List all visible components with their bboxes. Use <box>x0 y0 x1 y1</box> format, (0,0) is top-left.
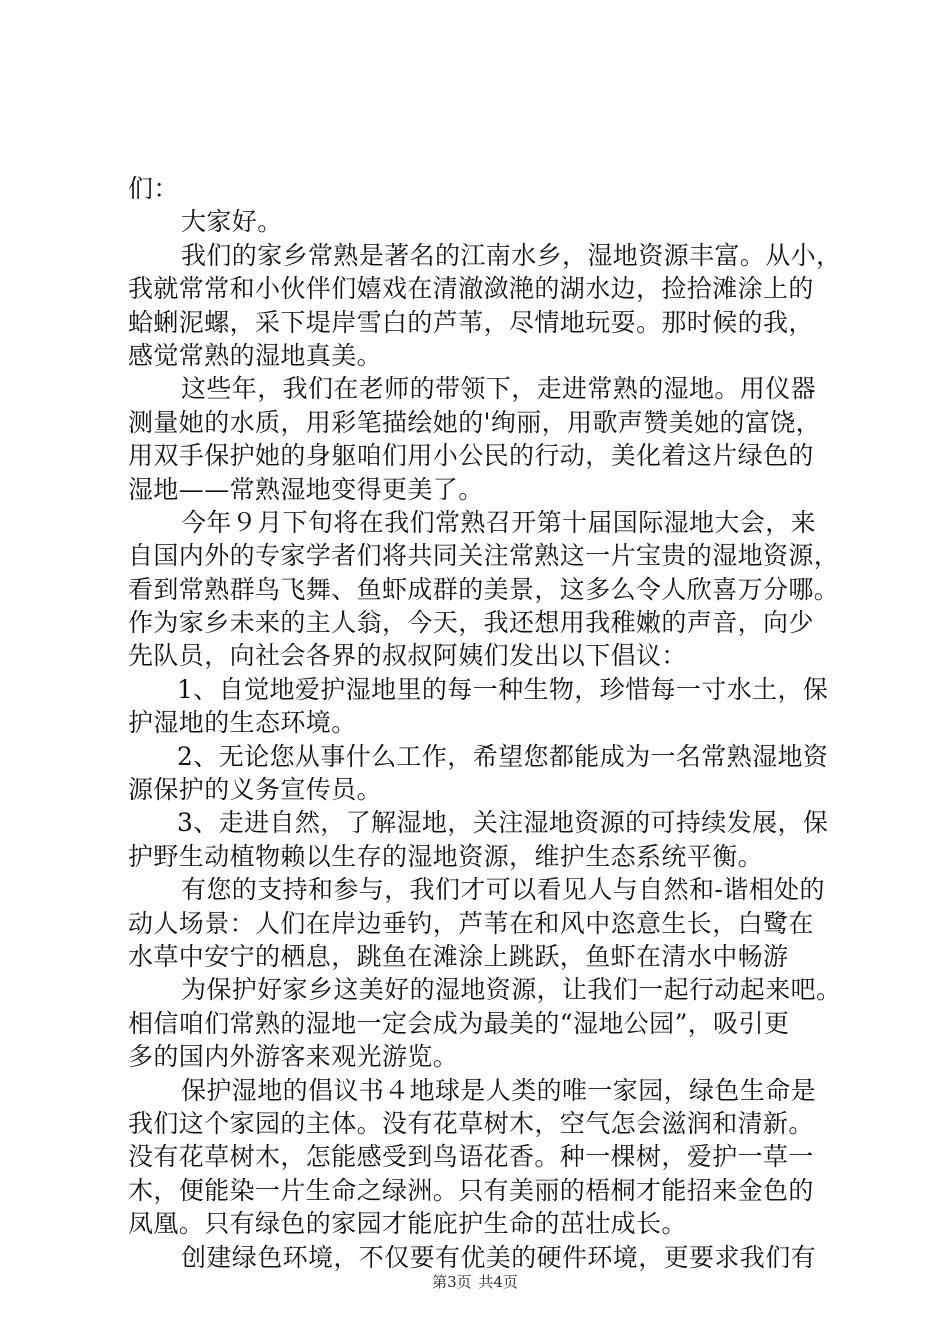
text-line: 2、无论您从事什么工作，希望您都能成为一名常熟湿地资 <box>177 741 829 771</box>
text-line: 我们这个家园的主体。没有花草树木，空气怎会滋润和清新。 <box>128 1108 814 1138</box>
text-line: 用双手保护她的身躯咱们用小公民的行动，美化着这片绿色的 <box>128 441 814 471</box>
text-line: 源保护的义务宣传员。 <box>128 775 383 805</box>
text-line: 我们的家乡常熟是著名的江南水乡，湿地资源丰富。从小， <box>181 240 842 270</box>
text-line: 们： <box>128 174 179 203</box>
text-line: 今年９月下旬将在我们常熟召开第十届国际湿地大会，来 <box>181 507 817 537</box>
document-body <box>128 172 842 1274</box>
text-line: 多的国内外游客来观光游览。 <box>128 1042 459 1072</box>
text-line: 护野生动植物赖以生存的湿地资源，维护生态系统平衡。 <box>128 841 764 871</box>
text-line: 蛤蜊泥螺，采下堤岸雪白的芦苇，尽情地玩耍。那时候的我， <box>128 307 814 337</box>
page-total: 共4页 <box>478 1273 518 1291</box>
text-line: 凤凰。只有绿色的家园才能庇护生命的茁壮成长。 <box>128 1209 687 1239</box>
text-line: 大家好。 <box>181 207 283 237</box>
text-line: 3、走进自然，了解湿地，关注湿地资源的可持续发展，保 <box>177 808 829 838</box>
text-line: 感觉常熟的湿地真美。 <box>128 340 383 370</box>
text-line: 水草中安宁的栖息，跳鱼在滩涂上跳跃，鱼虾在清水中畅游 <box>128 941 789 971</box>
text-line: 木，便能染一片生命之绿洲。只有美丽的梧桐才能招来金色的 <box>128 1175 814 1205</box>
text-line: 看到常熟群鸟飞舞、鱼虾成群的美景，这多么令人欣喜万分哪。 <box>128 574 840 604</box>
text-line: 测量她的水质，用彩笔描绘她的'绚丽，用歌声赞美她的富饶， <box>128 407 822 437</box>
text-line: 自国内外的专家学者们将共同关注常熟这一片宝贵的湿地资源， <box>128 541 840 571</box>
text-line: 保护湿地的倡议书４地球是人类的唯一家园，绿色生命是 <box>181 1075 817 1105</box>
text-line: 动人场景：人们在岸边垂钓，芦苇在和风中恣意生长，白鹭在 <box>128 908 814 938</box>
page-footer <box>0 1271 950 1292</box>
text-line: 这些年，我们在老师的带领下，走进常熟的湿地。用仪器 <box>181 374 817 404</box>
text-line: 为保护好家乡这美好的湿地资源，让我们一起行动起来吧。 <box>181 975 842 1005</box>
text-line: 1、自觉地爱护湿地里的每一种生物，珍惜每一寸水土，保 <box>177 674 829 704</box>
text-line: 先队员，向社会各界的叔叔阿姨们发出以下倡议： <box>128 641 687 671</box>
text-line: 创建绿色环境，不仅要有优美的硬件环境，更要求我们有 <box>181 1242 817 1272</box>
text-line: 作为家乡未来的主人翁，今天，我还想用我稚嫩的声音，向少 <box>128 608 814 638</box>
text-line: 我就常常和小伙伴们嬉戏在清澈潋滟的湖水边，捡拾滩涂上的 <box>128 274 814 304</box>
text-line: 相信咱们常熟的湿地一定会成为最美的“湿地公园”，吸引更 <box>128 1008 790 1038</box>
text-line: 有您的支持和参与，我们才可以看见人与自然和-谐相处的 <box>181 875 825 905</box>
text-line: 没有花草树木，怎能感受到鸟语花香。种一棵树，爱护一草一 <box>128 1142 814 1172</box>
text-line: 护湿地的生态环境。 <box>128 708 357 738</box>
page-number: 第3页 <box>432 1273 472 1291</box>
text-line: 湿地——常熟湿地变得更美了。 <box>128 474 484 504</box>
